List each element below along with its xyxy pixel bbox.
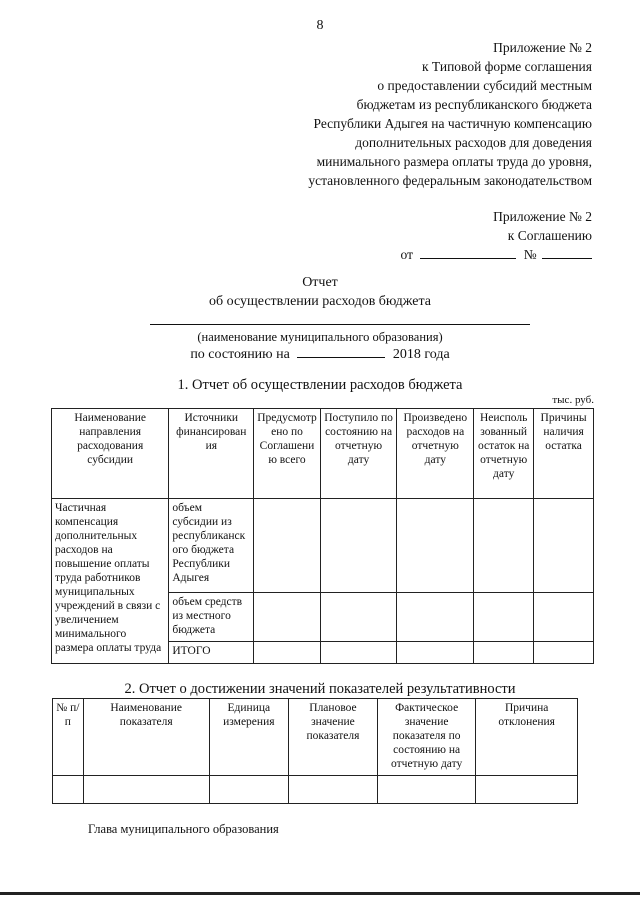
appendix-main-line: дополнительных расходов для доведения xyxy=(355,135,592,150)
column-header: Фактическое значение показателя по состоянию на отчетную дату xyxy=(377,699,475,776)
column-header: Причины наличия остатка xyxy=(534,409,594,499)
input-cell[interactable] xyxy=(474,593,534,642)
as-of-date-blank xyxy=(297,345,385,358)
appendix-agreement-line2: к Соглашению xyxy=(507,228,592,243)
appendix-agreement-header xyxy=(401,207,593,264)
input-cell[interactable] xyxy=(474,499,534,593)
column-header: Единица измерения xyxy=(209,699,288,776)
source-cell: объем средств из местного бюджета xyxy=(169,593,254,642)
municipality-name-line xyxy=(150,324,530,325)
from-label: от xyxy=(400,247,413,262)
appendix-agreement-line1: Приложение № 2 xyxy=(493,209,592,224)
input-cell[interactable] xyxy=(83,776,209,804)
input-cell[interactable] xyxy=(534,642,594,664)
column-header: Наименование показателя xyxy=(83,699,209,776)
input-cell[interactable] xyxy=(209,776,288,804)
source-cell: объем субсидии из республиканск ого бюджета Республики Адыгея xyxy=(169,499,254,593)
column-header: Плановое значение показателя xyxy=(289,699,378,776)
table-row xyxy=(52,499,594,593)
as-of-suffix: 2018 года xyxy=(392,347,450,362)
appendix-main-line: Приложение № 2 xyxy=(493,40,592,55)
input-cell[interactable] xyxy=(320,642,397,664)
page-bottom-border xyxy=(0,892,640,895)
input-cell[interactable] xyxy=(534,499,594,593)
column-header: № п/п xyxy=(53,699,84,776)
input-cell[interactable] xyxy=(476,776,578,804)
agreement-date-number-line xyxy=(401,245,593,264)
column-header: Источники финансирован ия xyxy=(169,409,254,499)
column-header: Причина отклонения xyxy=(476,699,578,776)
as-of-date-line xyxy=(0,345,640,363)
as-of-prefix: по состоянию на xyxy=(190,347,290,362)
appendix-main-line: минимального размера оплаты труда до уровня, xyxy=(316,154,592,169)
column-header: Предусмотр ено по Соглашени ю всего xyxy=(254,409,321,499)
number-label: № xyxy=(523,247,537,262)
input-cell[interactable] xyxy=(254,593,321,642)
input-cell[interactable] xyxy=(289,776,378,804)
direction-cell: Частичная компенсация дополнительных расходов на повышение оплаты труда работников муниципальных учреждений в связи с увеличением минимального размера оплаты труда xyxy=(52,499,169,664)
section1-title: 1. Отчет об осуществлении расходов бюджета xyxy=(177,377,463,393)
appendix-main-line: бюджетам из республиканского бюджета xyxy=(356,97,592,112)
signature-label: Глава муниципального образования xyxy=(88,822,279,836)
input-cell[interactable] xyxy=(397,642,474,664)
input-cell[interactable] xyxy=(397,499,474,593)
agreement-number-blank xyxy=(542,246,592,259)
table-header-row xyxy=(53,699,578,776)
expenses-report-table xyxy=(51,408,594,664)
input-cell[interactable] xyxy=(377,776,475,804)
column-header: Неисполь зованный остаток на отчетную дату xyxy=(474,409,534,499)
input-cell[interactable] xyxy=(320,593,397,642)
total-label-cell: ИТОГО xyxy=(169,642,254,664)
input-cell[interactable] xyxy=(397,593,474,642)
column-header: Произведено расходов на отчетную дату xyxy=(397,409,474,499)
unit-label: тыс. руб. xyxy=(552,394,594,406)
input-cell[interactable] xyxy=(534,593,594,642)
indicators-table xyxy=(52,698,578,804)
appendix-main-header xyxy=(308,38,592,190)
table-header-row xyxy=(52,409,594,499)
input-cell[interactable] xyxy=(474,642,534,664)
table-row xyxy=(53,776,578,804)
appendix-main-line: о предоставлении субсидий местным xyxy=(377,78,592,93)
page-number: 8 xyxy=(316,18,324,33)
report-subtitle: об осуществлении расходов бюджета xyxy=(208,294,432,309)
appendix-main-line: к Типовой форме соглашения xyxy=(422,59,592,74)
input-cell[interactable] xyxy=(320,499,397,593)
input-cell[interactable] xyxy=(254,642,321,664)
appendix-main-line: установленного федеральным законодательством xyxy=(308,173,592,188)
appendix-main-line: Республики Адыгея на частичную компенсацию xyxy=(313,116,592,131)
agreement-date-blank xyxy=(420,246,516,259)
column-header: Наименование направления расходования субсидии xyxy=(52,409,169,499)
section2-title: 2. Отчет о достижении значений показателей результативности xyxy=(124,681,516,697)
municipality-caption: (наименование муниципального образования) xyxy=(197,330,443,344)
input-cell[interactable] xyxy=(254,499,321,593)
input-cell[interactable] xyxy=(53,776,84,804)
report-title: Отчет xyxy=(302,275,338,290)
column-header: Поступило по состоянию на отчетную дату xyxy=(320,409,397,499)
